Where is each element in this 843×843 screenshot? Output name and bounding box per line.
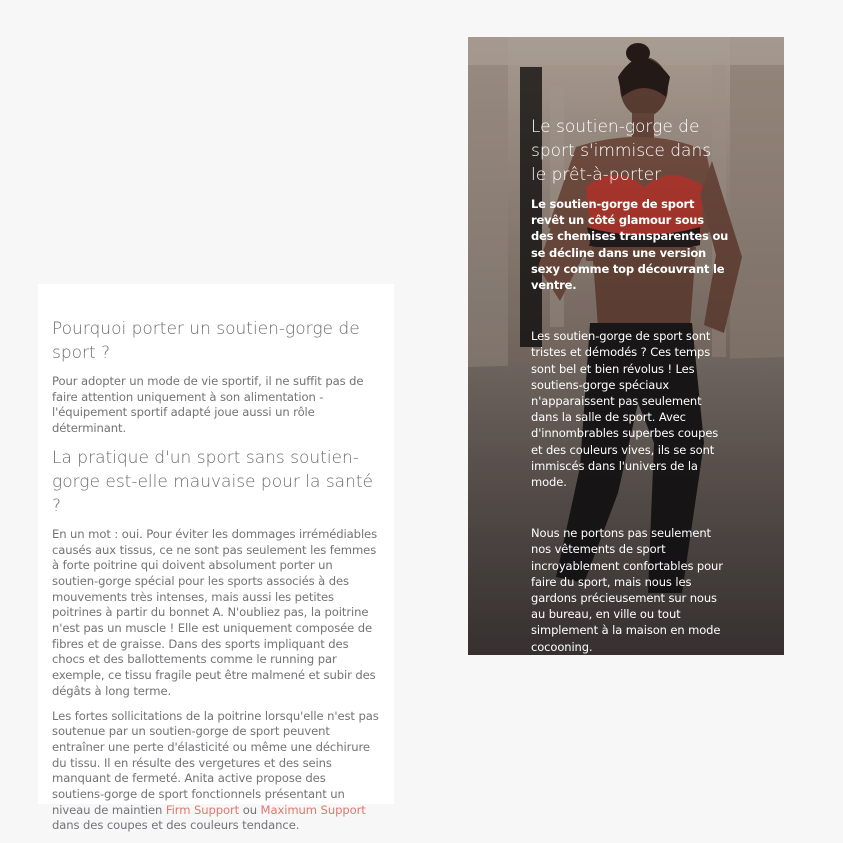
hero-photo-panel	[468, 37, 784, 655]
photo-text-block	[531, 115, 729, 655]
support-text-mid: ou	[239, 802, 261, 817]
fashion-heading: Le soutien-gorge de sport s'immisce dans le prêt-à-porter	[531, 117, 712, 185]
support-paragraph	[52, 709, 380, 835]
fashion-lead: Le soutien-gorge de sport revêt un côté glamour sous des chemises transparentes ou se décline dans une version sexy comme top découvrant le ventre.	[531, 197, 729, 293]
support-text-start: Les fortes sollicitations de la poitrine lorsqu'elle n'est pas soutenue par un soutien-gorge de sport peuvent entraîner une perte d'élasticité ou même une déchirure du tissu. Il en résulte des vergetures et des seins manquant de fermeté. Anita active propose des soutiens-gorge de sport fonctionnels présentant un niveau de maintien	[52, 708, 379, 817]
firm-support-link[interactable]: Firm Support	[165, 802, 240, 817]
section-heading-why: Pourquoi porter un soutien-gorge de sport ?	[52, 319, 360, 363]
intro-paragraph: Pour adopter un mode de vie sportif, il ne suffit pas de faire attention uniquement à son alimentation - l'équipement sportif adapté joue aussi un rôle déterminant.	[52, 374, 364, 436]
article-card	[38, 284, 394, 833]
health-paragraph: En un mot : oui. Pour éviter les dommages irrémédiables causés aux tissus, ce ne sont pas seulement les femmes à forte poitrine qui doivent absolument porter un soutien-gorge spécial pour les sports associés à des mouvements très intenses, mais aussi les petites poitrines à partir du bonnet A. N'oubliez pas, la poitrine n'est pas un muscle ! Elle est uniquement composée de fibres et de graisse. Dans des sports impliquant des chocs et des ballottements comme le running par exemple, ce tissu fragile peut être malmené et subir des dégâts à long terme.	[52, 526, 378, 698]
section-heading-health: La pratique d'un sport sans soutien-gorge est-elle mauvaise pour la santé ?	[52, 447, 373, 516]
fashion-paragraph-1: Les soutien-gorge de sport sont tristes et démodés ? Ces temps sont bel et bien révolus ! Les soutiens-gorge spéciaux n'apparaissent pas seulement dans la salle de sport. Avec d'innombrables superbes coupes et des couleurs vives, ils se sont immiscés dans l'univers de la mode.	[531, 329, 719, 490]
support-text-end: dans des coupes et des couleurs tendance.	[52, 818, 300, 833]
fashion-paragraph-2: Nous ne portons pas seulement nos vêtements de sport incroyablement confortables pour faire du sport, mais nous les gardons précieusement sur nous au bureau, en ville ou tout simplement à la maison en mode cocooning.	[531, 526, 723, 654]
maximum-support-link[interactable]: Maximum Support	[260, 802, 366, 817]
